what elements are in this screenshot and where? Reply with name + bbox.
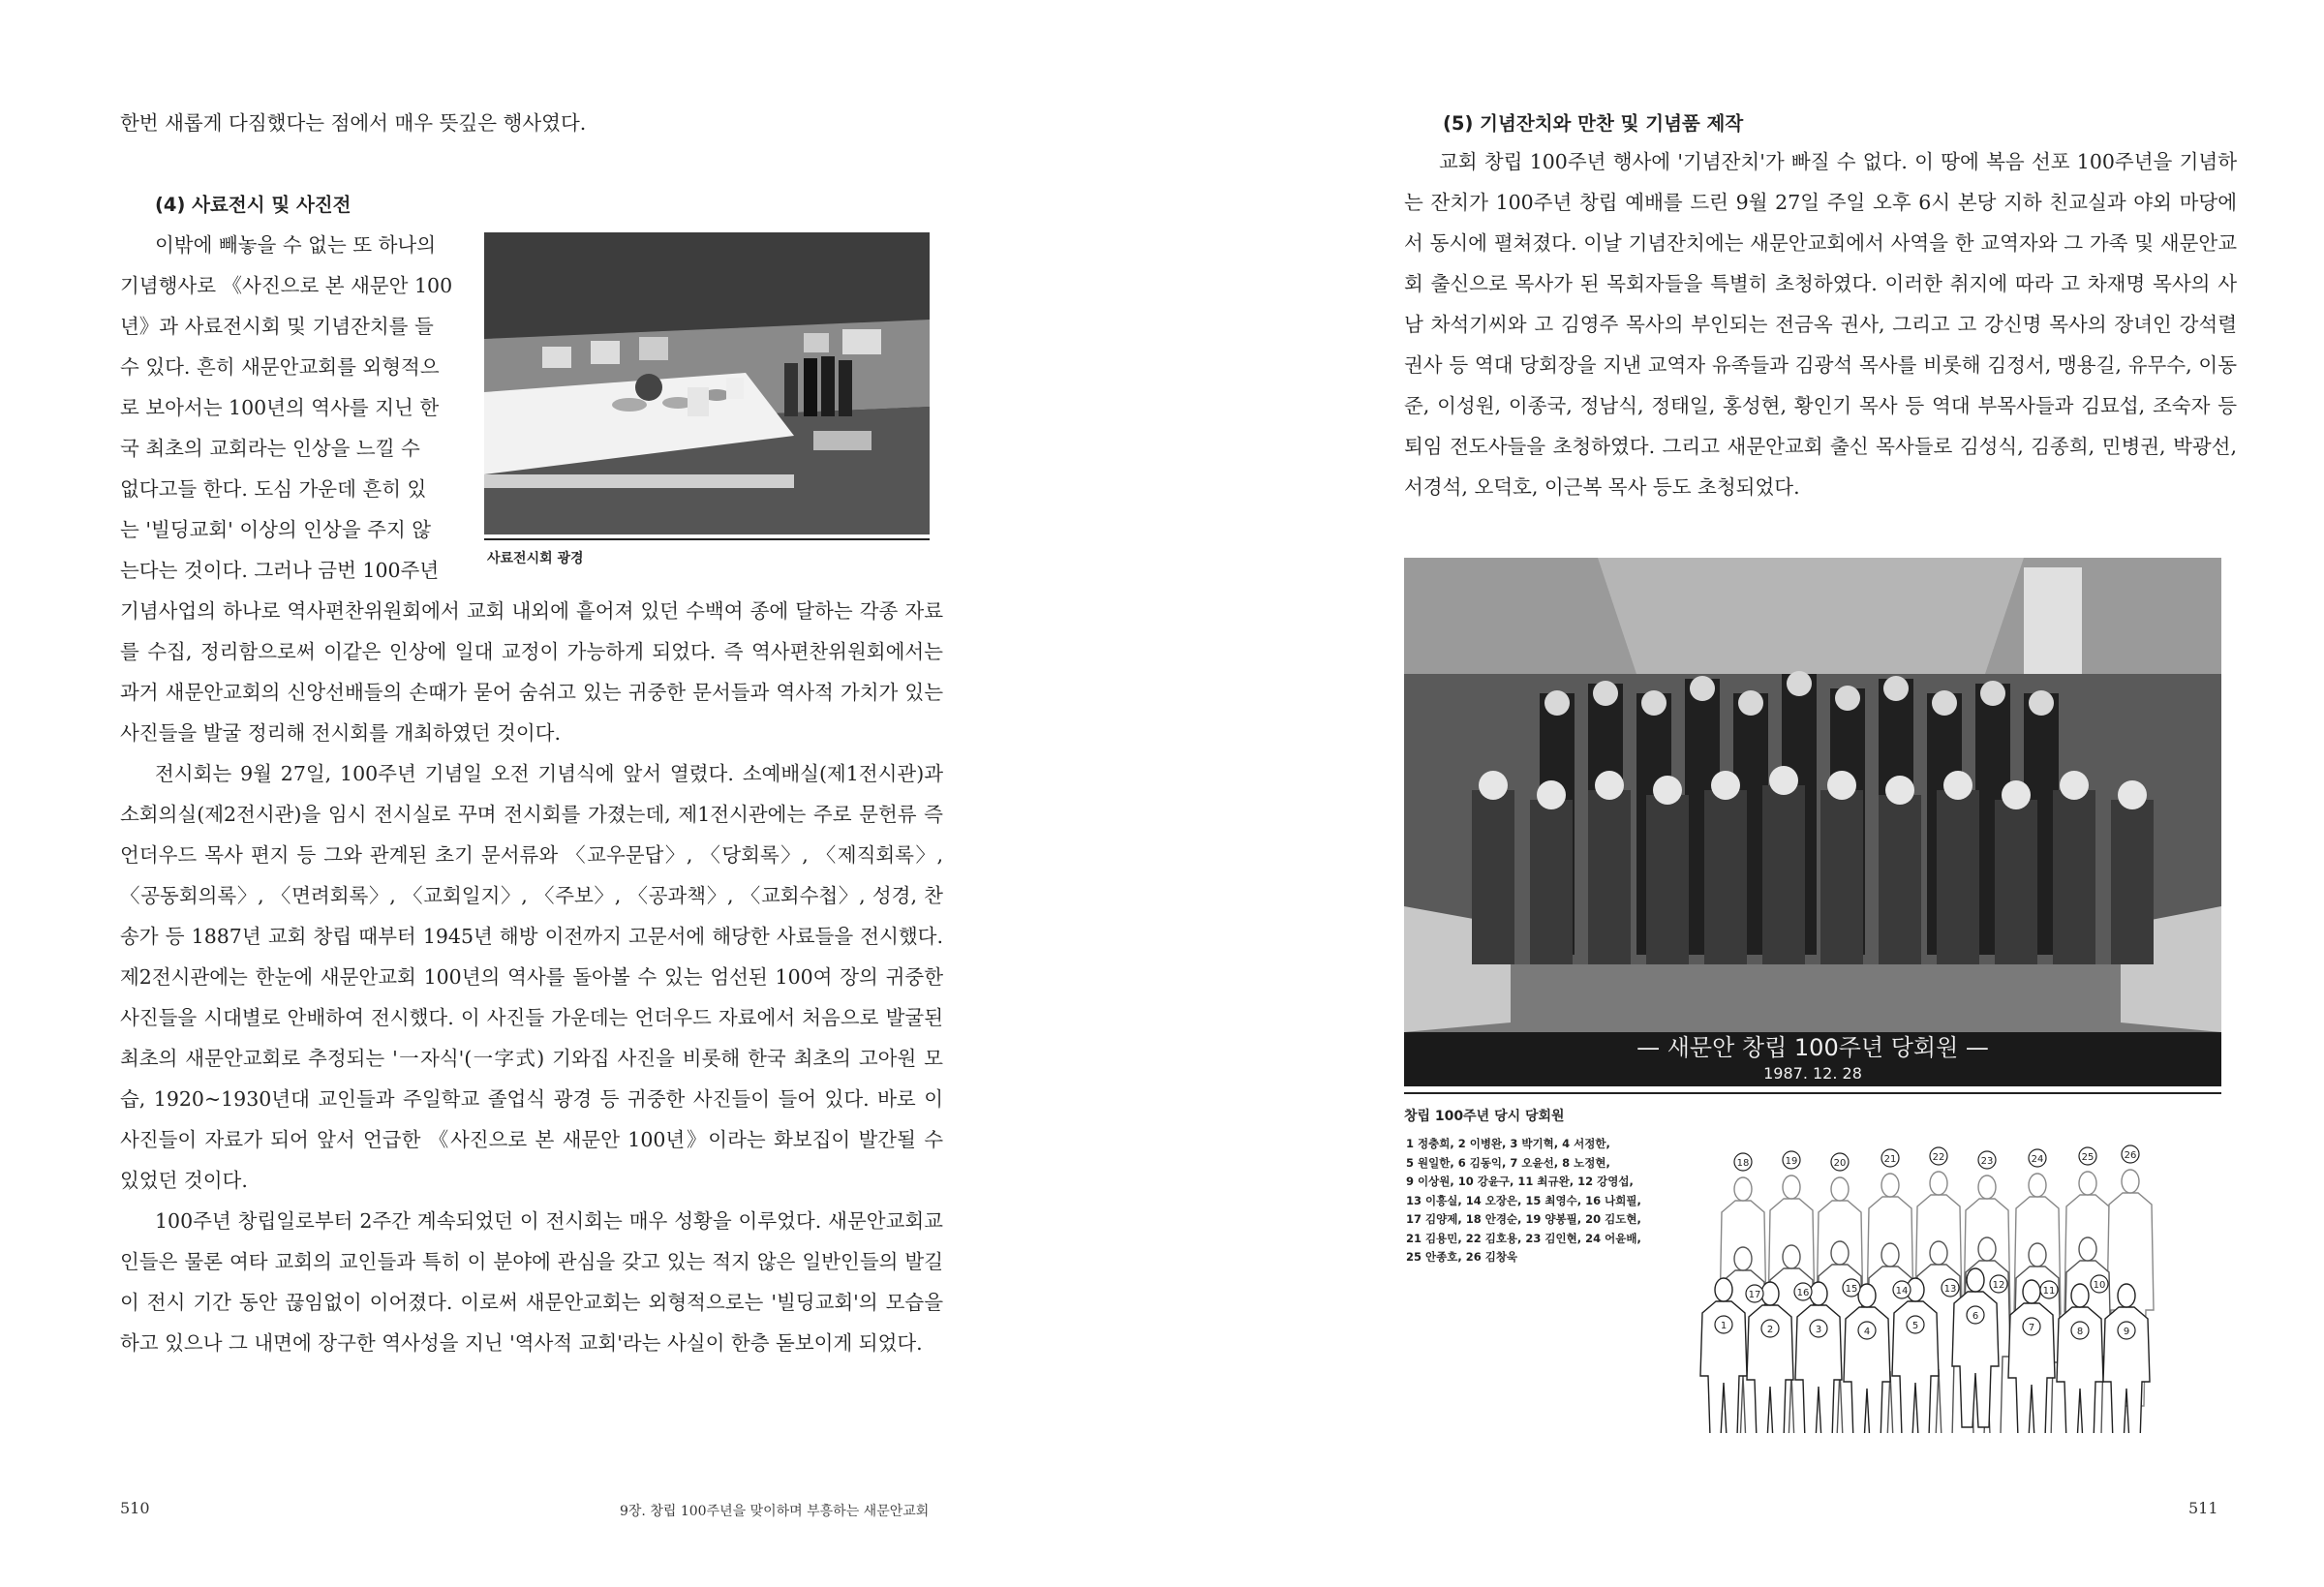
figure-head [1734, 1247, 1752, 1270]
name-list-line: 5 원일한, 6 김동익, 7 오윤선, 8 노정현, [1406, 1155, 1610, 1170]
text-line: 수 있다. 흔히 새문안교회를 외형적으 [120, 355, 440, 379]
name-list-line: 17 김양제, 18 안경순, 19 양봉필, 20 김도현, [1406, 1212, 1641, 1226]
figure-head [1761, 1282, 1779, 1305]
group-photo [1404, 558, 2221, 1086]
figure-number-marker [2079, 1147, 2096, 1165]
figure-number-marker [1907, 1316, 1924, 1333]
text-line: 국 최초의 교회라는 인상을 느낄 수 [120, 437, 420, 460]
figure-number: 13 [1943, 1284, 1957, 1295]
figure-number: 22 [1932, 1152, 1945, 1163]
figure-number-marker [1783, 1151, 1800, 1169]
figure-number-marker [2040, 1281, 2058, 1298]
figure-number: 6 [1972, 1311, 1979, 1322]
section-heading-4: (4) 사료전시 및 사진전 [155, 194, 352, 216]
figure-number: 15 [1845, 1284, 1858, 1295]
figure-number-marker [1794, 1283, 1812, 1300]
page-number-right: 511 [2188, 1499, 2218, 1517]
name-list-line: 9 이상원, 10 강윤구, 11 최규완, 12 강영섭, [1406, 1175, 1634, 1188]
figure-number: 2 [1766, 1325, 1774, 1335]
figure-head [1881, 1174, 1899, 1197]
figure-number-marker [1761, 1320, 1779, 1337]
figure-number-marker [1715, 1316, 1732, 1333]
figure-head [1967, 1268, 1984, 1292]
figure-number-marker [1930, 1147, 1947, 1165]
figure-head [1831, 1241, 1849, 1265]
figure-number: 14 [1895, 1286, 1909, 1297]
figure-number: 3 [1815, 1325, 1822, 1335]
figure-number-marker [2023, 1318, 2040, 1335]
figure-head [1715, 1278, 1732, 1301]
section-heading-5: (5) 기념잔치와 만찬 및 기념품 제작 [1443, 112, 1744, 135]
figure-number: 8 [2076, 1327, 2084, 1337]
page-number-left: 510 [120, 1499, 150, 1517]
figure-number-marker [1858, 1322, 1876, 1339]
figure-number: 26 [2124, 1150, 2137, 1161]
figure-head [1978, 1175, 1996, 1199]
figure-head [2079, 1172, 2096, 1195]
figure-number-marker [1978, 1151, 1996, 1169]
figure-head [1810, 1282, 1827, 1305]
figure-number: 25 [2081, 1152, 2095, 1163]
right-page [1162, 0, 2324, 1587]
figure-number: 7 [2028, 1323, 2035, 1333]
figure-number: 24 [2031, 1154, 2044, 1165]
figure-head [2029, 1174, 2046, 1197]
group-photo-image [1404, 558, 2221, 1086]
figure-number-marker [1967, 1306, 1984, 1324]
figure-number-marker [1831, 1153, 1849, 1171]
name-list-line: 21 김용민, 22 김호용, 23 김인현, 24 어윤배, [1406, 1231, 1641, 1245]
figure-number-marker [1881, 1149, 1899, 1167]
figure-number: 16 [1796, 1288, 1810, 1298]
figure-head [1783, 1175, 1800, 1199]
figure-number-marker [2118, 1322, 2135, 1339]
figure-number: 9 [2123, 1327, 2130, 1337]
figure-number: 17 [1748, 1290, 1761, 1300]
figure-head [1978, 1237, 1996, 1261]
figure-head [2071, 1284, 2089, 1307]
figure-number: 10 [2093, 1280, 2106, 1291]
figure-head [1881, 1243, 1899, 1267]
text-line: 는 '빌딩교회' 이상의 인상을 주지 않 [120, 518, 432, 541]
intro-line: 한번 새롭게 다짐했다는 점에서 매우 뜻깊은 행사였다. [120, 111, 587, 135]
figure-number: 20 [1833, 1158, 1847, 1169]
caption-rule [484, 538, 930, 540]
photo-date-text: 1987. 12. 28 [1763, 1064, 1862, 1083]
paragraph-2: 전시회는 9월 27일, 100주년 기념일 오전 기념식에 앞서 열렸다. 소예배실(제1전시관)과 소회의실(제2전시관)을 임시 전시실로 꾸며 전시회를 가졌는데, 제1전시관에는 주로 문헌류 즉 언더우드 목사 편지 등 그와 관계된 초기 문서류와 〈교우문답〉, 〈당회록〉, 〈제직회록〉, 〈공동회의록〉, 〈면려회록〉, 〈교회일지〉, 〈주보〉, 〈공과책〉, 〈교회수첩〉, 성경, 찬송가 등 1887년 교회 창립 때부터 1945년 해방 이전까지 고문서에 해당한 사료들을 전시했다. 제2전시관에는 한눈에 새문안교회 100년의 역사를 돌아볼 수 있는 엄선된 100여 장의 귀중한 사진들을 시대별로 안배하여 전시했다. 이 사진들 가운데는 언더우드 자료에서 처음으로 발굴된 최초의 새문안교회로 추정되는 '一자식'(一字式) 기와집 사진을 비롯해 한국 최초의 고아원 모습, 1920~1930년대 교인들과 주일학교 졸업식 광경 등 귀중한 사진들이 들어 있다. 바로 이 사진들이 자료가 되어 앞서 언급한 《사진으로 본 새문안 100년》이라는 화보집이 발간될 수 있었던 것이다. [120, 762, 943, 1192]
text-line: 기념행사로 《사진으로 본 새문안 100 [120, 274, 453, 297]
figure-number-marker [2091, 1275, 2108, 1293]
figure-head [1930, 1241, 1947, 1265]
name-list-line: 13 이흥실, 14 오장은, 15 최영수, 16 나희필, [1406, 1193, 1641, 1207]
figure-number-marker [1734, 1153, 1752, 1171]
silhouette-key-diagram [1666, 1123, 2247, 1433]
figure-number: 12 [1992, 1280, 2005, 1291]
figure-number-marker [2071, 1322, 2089, 1339]
figure-number: 18 [1736, 1158, 1750, 1169]
figure-head [2079, 1237, 2096, 1261]
figure-number-marker [1746, 1285, 1763, 1302]
exhibition-photo [484, 232, 930, 534]
name-list-line: 25 안종호, 26 김창욱 [1406, 1250, 1518, 1264]
figure-number: 1 [1720, 1321, 1728, 1331]
figure-head [2118, 1284, 2135, 1307]
figure-number: 19 [1785, 1156, 1798, 1167]
text-line: 년》과 사료전시회 및 기념잔치를 들 [120, 315, 434, 338]
figure-number: 23 [1980, 1156, 1994, 1167]
figure-number: 21 [1883, 1154, 1897, 1165]
figure-number-marker [1843, 1279, 1860, 1297]
name-list [1406, 1135, 1641, 1267]
text-line: 없다고들 한다. 도심 가운데 흔히 있 [120, 477, 427, 501]
figure-number-marker [2122, 1145, 2139, 1163]
figure-head [1783, 1245, 1800, 1268]
paragraph-3: 100주년 창립일로부터 2주간 계속되었던 이 전시회는 매우 성황을 이루었다. 새문안교회교인들은 물론 여타 교회의 교인들과 특히 이 분야에 관심을 갖고 있는 적지 않은 일반인들의 발길이 전시 기간 동안 끊임없이 이어졌다. 이로써 새문안교회는 외형적으로는 '빌딩교회'의 모습을 하고 있으나 그 내면에 장구한 역사성을 지닌 '역사적 교회'라는 사실이 한층 돋보이게 되었다. [120, 1209, 943, 1355]
exhibition-photo-image [484, 232, 930, 534]
caption-rule [1404, 1092, 2221, 1094]
figure-head [1734, 1177, 1752, 1201]
figure-number-marker [1990, 1275, 2007, 1293]
figure-number: 5 [1911, 1321, 1919, 1331]
paragraph-1-rest: 기념사업의 하나로 역사편찬위원회에서 교회 내외에 흩어져 있던 수백여 종에 달하는 각종 자료를 수집, 정리함으로써 이같은 인상에 일대 교정이 가능하게 되었다. 즉 역사편찬위원회에서는 과거 새문안교회의 신앙선배들의 손때가 묻어 숨쉬고 있는 귀중한 문서들과 역사적 가치가 있는 사진들을 발굴 정리해 전시회를 개최하였던 것이다. [120, 599, 943, 745]
exhibition-photo-caption: 사료전시회 광경 [487, 551, 584, 566]
figure-head [1858, 1284, 1876, 1307]
figure-head [2029, 1243, 2046, 1267]
figure-number: 4 [1863, 1327, 1871, 1337]
right-paragraph: 교회 창립 100주년 행사에 '기념잔치'가 빠질 수 없다. 이 땅에 복음 선포 100주년을 기념하는 잔치가 100주년 창립 예배를 드린 9월 27일 주일 오후 6시 본당 지하 친교실과 야외 마당에서 동시에 펼쳐졌다. 이날 기념잔치에는 새문안교회에서 사역을 한 교역자와 그 가족 및 새문안교회 출신으로 목사가 된 목회자들을 특별히 초청하였다. 이러한 취지에 따라 고 차재명 목사의 사남 차석기씨와 고 김영주 목사의 부인되는 전금옥 권사, 그리고 고 강신명 목사의 장녀인 강석렬 권사 등 역대 당회장을 지낸 교역자 유족들과 김광석 목사를 비롯해 김정서, 맹용길, 유무수, 이동준, 이성원, 이종국, 정남식, 정태일, 홍성현, 황인기 목사 등 역대 부목사들과 김묘섭, 조숙자 등 퇴임 전도사들을 초청하였다. 그리고 새문안교회 출신 목사들로 김성식, 김종희, 민병권, 박광선, 서경석, 오덕호, 이근복 목사 등도 초청되었다. [1404, 150, 2237, 499]
photo-banner-text: — 새문안 창립 100주년 당회원 — [1636, 1034, 1989, 1061]
figure-number-marker [1893, 1281, 1911, 1298]
figure-head [2122, 1170, 2139, 1193]
name-list-line: 1 정충희, 2 이병완, 3 박기혁, 4 서정한, [1406, 1137, 1610, 1150]
figure-head [1831, 1177, 1849, 1201]
figure-number-marker [1810, 1320, 1827, 1337]
text-line: 로 보아서는 100년의 역사를 지닌 한 [120, 396, 440, 419]
text-line: 는다는 것이다. 그러나 금번 100주년 [120, 559, 440, 582]
figure-number: 11 [2042, 1286, 2056, 1297]
group-photo-caption: 창립 100주년 당시 당회원 [1404, 1109, 1565, 1124]
figure-number-marker [2029, 1149, 2046, 1167]
running-head: 9장. 창립 100주년을 맞이하며 부흥하는 새문안교회 [620, 1504, 930, 1519]
text-line: 이밖에 빼놓을 수 없는 또 하나의 [155, 233, 437, 257]
figure-number-marker [1942, 1279, 1959, 1297]
figure-head [1930, 1172, 1947, 1195]
figure-head [2023, 1280, 2040, 1303]
